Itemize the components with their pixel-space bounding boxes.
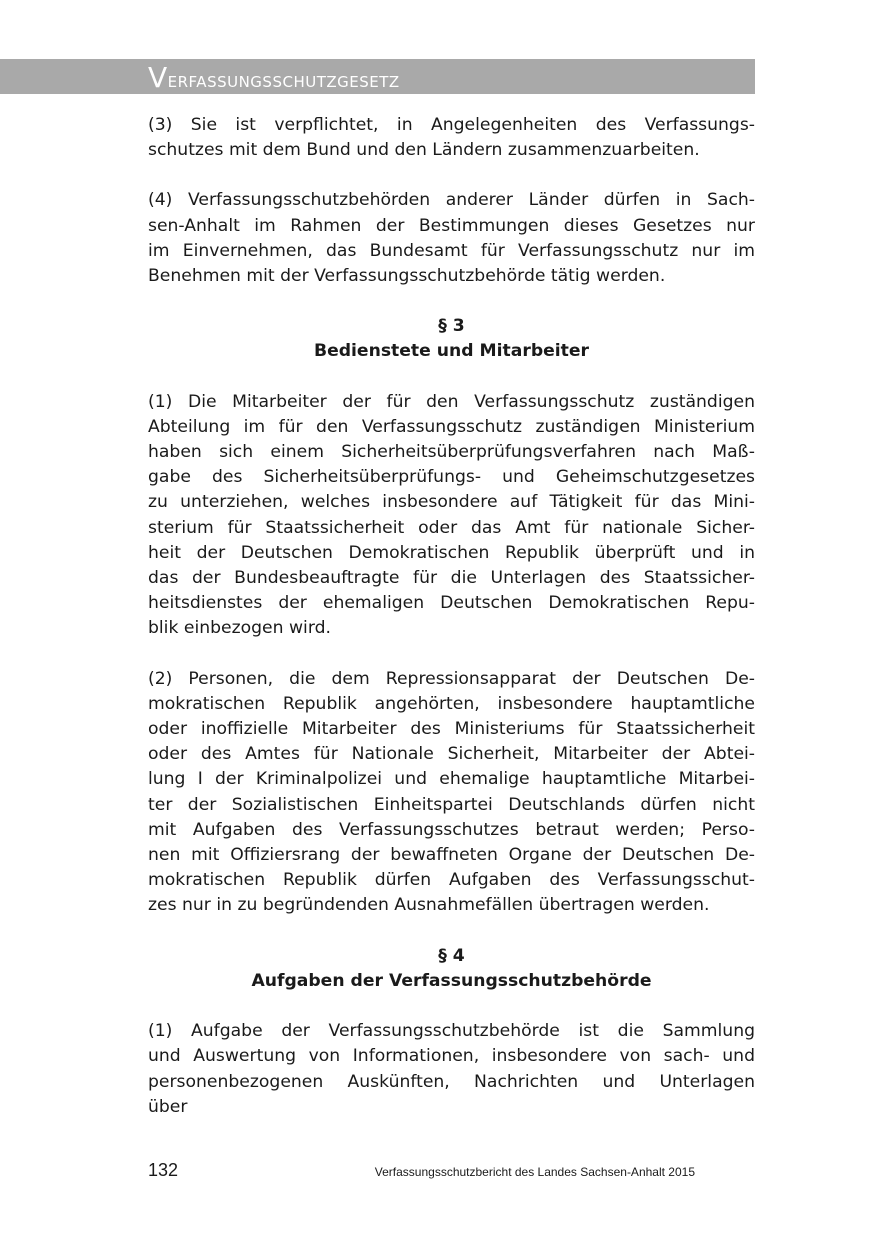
text-line: heit der Deutschen Demokratischen Republik überprüft und in xyxy=(148,542,755,563)
text-line: oder des Amtes für Nationale Sicherheit, Mitarbeiter der Abtei- xyxy=(148,744,755,765)
section-3-title: Bedienstete und Mitarbeiter xyxy=(313,341,590,362)
text-line: haben sich einem Sicherheitsüberprüfungsverfahren nach Maß- xyxy=(148,442,755,463)
paragraph-4-1 xyxy=(148,1019,755,1120)
paragraph-3-2 xyxy=(148,667,755,919)
text-line: heitsdienstes der ehemaligen Deutschen Demokratischen Repu- xyxy=(148,593,755,614)
header-title-initial: V xyxy=(148,61,168,94)
text-line: zes nur in zu begründenden Ausnahmefällen übertragen werden. xyxy=(148,895,710,916)
text-line: ter der Sozialistischen Einheitspartei Deutschlands dürfen nicht xyxy=(148,794,755,815)
text-line: im Einvernehmen, das Bundesamt für Verfassungsschutz nur im xyxy=(148,240,755,261)
text-line: (1) Aufgabe der Verfassungsschutzbehörde ist die Sammlung xyxy=(148,1021,755,1042)
text-line: sterium für Staatssicherheit oder das Amt für nationale Sicher- xyxy=(148,517,755,538)
text-line: mit Aufgaben des Verfassungsschutzes betraut werden; Perso- xyxy=(148,819,755,840)
page-content xyxy=(148,113,755,1120)
paragraph-2-3 xyxy=(148,113,755,163)
running-header-title xyxy=(148,59,400,94)
section-4-number: § 4 xyxy=(438,945,465,966)
text-line: schutzes mit dem Bund und den Ländern zusammenzuarbeiten. xyxy=(148,140,700,161)
paragraph-2-4 xyxy=(148,188,755,289)
text-line: (1) Die Mitarbeiter der für den Verfassungsschutz zuständigen xyxy=(148,391,755,412)
text-line: das der Bundesbeauftragte für die Unterlagen des Staatssicher- xyxy=(148,568,755,589)
text-line: und Auswertung von Informationen, insbesondere von sach- und xyxy=(148,1046,755,1067)
text-line: lung I der Kriminalpolizei und ehemalige hauptamtliche Mitarbei- xyxy=(148,769,755,790)
text-line: sen-Anhalt im Rahmen der Bestimmungen dieses Gesetzes nur xyxy=(148,215,755,236)
text-line: oder inoffizielle Mitarbeiter des Ministeriums für Staatssicherheit xyxy=(148,719,755,740)
text-line: nen mit Offiziersrang der bewaffneten Organe der Deutschen De- xyxy=(148,845,755,866)
text-line: personenbezogenen Auskünften, Nachrichten und Unterlagen xyxy=(148,1071,755,1092)
footer-publication: Verfassungsschutzbericht des Landes Sachsen-Anhalt 2015 xyxy=(374,1165,695,1179)
text-line: (2) Personen, die dem Repressionsapparat der Deutschen De- xyxy=(148,668,755,689)
text-line: Abteilung im für den Verfassungsschutz zuständigen Ministerium xyxy=(148,416,755,437)
page-number: 132 xyxy=(148,1160,179,1180)
text-line: Benehmen mit der Verfassungsschutzbehörde tätig werden. xyxy=(148,266,666,287)
text-line: mokratischen Republik dürfen Aufgaben des Verfassungsschut- xyxy=(148,870,755,891)
text-line: zu unterziehen, welches insbesondere auf Tätigkeit für das Mini- xyxy=(148,492,755,513)
text-line: über xyxy=(148,1096,188,1117)
text-line: (3) Sie ist verpflichtet, in Angelegenheiten des Verfassungs- xyxy=(148,115,755,135)
section-4-title: Aufgaben der Verfassungsschutzbehörde xyxy=(251,970,652,991)
text-line: gabe des Sicherheitsüberprüfungs- und Geheimschutzgesetzes xyxy=(148,467,755,488)
paragraph-3-1 xyxy=(148,390,755,642)
header-title-rest: erfassungsschutzgesetz xyxy=(167,68,400,92)
text-line: mokratischen Republik angehörten, insbesondere hauptamtliche xyxy=(148,693,755,714)
text-line: (4) Verfassungsschutzbehörden anderer Länder dürfen in Sach- xyxy=(148,190,755,211)
section-3-number: § 3 xyxy=(438,316,465,337)
text-line: blik einbezogen wird. xyxy=(148,618,331,639)
